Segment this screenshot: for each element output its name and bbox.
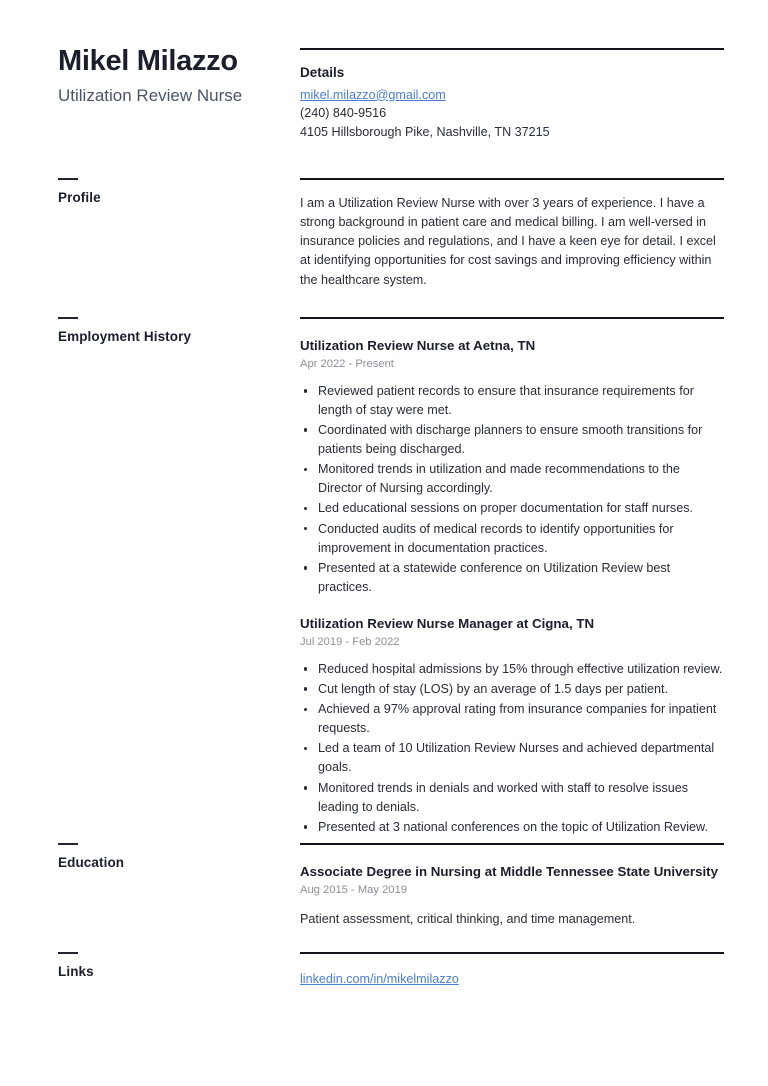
candidate-name: Mikel Milazzo (58, 45, 238, 77)
employment-label: Employment History (58, 329, 192, 344)
list-item: Monitored trends in denials and worked with staff to resolve issues leading to denials. (300, 779, 724, 817)
links-section (300, 952, 724, 989)
employment-section (300, 317, 724, 838)
address-text: 4105 Hillsborough Pike, Nashville, TN 37215 (300, 125, 550, 140)
education-entry (300, 863, 724, 929)
entry-title: Utilization Review Nurse at Aetna, TN (300, 338, 536, 353)
list-item: Cut length of stay (LOS) by an average of 1.5 days per patient. (300, 680, 724, 699)
label-dash (58, 178, 78, 180)
entry-description: Patient assessment, critical thinking, and time management. (300, 911, 636, 926)
education-section (300, 843, 724, 929)
section-divider (300, 178, 724, 180)
section-divider (300, 317, 724, 319)
sidebar-label-employment (58, 317, 283, 345)
list-item: Reduced hospital admissions by 15% through effective utilization review. (300, 660, 724, 679)
label-dash (58, 952, 78, 954)
phone-text: (240) 840-9516 (300, 106, 387, 121)
list-item: Led a team of 10 Utilization Review Nurses and achieved departmental goals. (300, 739, 724, 777)
education-label: Education (58, 855, 125, 870)
list-item: Presented at 3 national conferences on the topic of Utilization Review. (300, 818, 724, 837)
profile-label: Profile (58, 190, 101, 205)
entry-date: Jul 2019 - Feb 2022 (300, 636, 400, 649)
links-label: Links (58, 964, 94, 979)
details-heading: Details (300, 65, 345, 80)
list-item: Reviewed patient records to ensure that insurance requirements for length of stay were met. (300, 382, 724, 420)
entry-bullets (300, 660, 724, 837)
label-dash (58, 843, 78, 845)
list-item: Coordinated with discharge planners to ensure smooth transitions for patients being discharged. (300, 421, 724, 459)
list-item: Monitored trends in utilization and made recommendations to the Director of Nursing accordingly. (300, 460, 724, 498)
list-item: Led educational sessions on proper documentation for staff nurses. (300, 499, 724, 518)
section-divider (300, 952, 724, 954)
list-item: Conducted audits of medical records to identify opportunities for improvement in documentation practices. (300, 520, 724, 558)
linkedin-link[interactable]: linkedin.com/in/mikelmilazzo (300, 972, 459, 986)
section-divider (300, 843, 724, 845)
employment-entry (300, 337, 724, 597)
profile-section (300, 178, 724, 290)
entry-date: Aug 2015 - May 2019 (300, 883, 407, 896)
sidebar-label-profile (58, 178, 283, 206)
entry-title: Utilization Review Nurse Manager at Cigna, TN (300, 616, 595, 632)
list-item: Achieved a 97% approval rating from insurance companies for inpatient requests. (300, 700, 724, 738)
sidebar-label-links (58, 952, 283, 980)
email-link[interactable]: mikel.milazzo@gmail.com (300, 87, 446, 102)
candidate-job-title: Utilization Review Nurse (58, 86, 243, 106)
entry-title: Associate Degree in Nursing at Middle Tennessee State University (300, 864, 719, 879)
resume-header (58, 45, 283, 108)
entry-date: Apr 2022 - Present (300, 357, 394, 370)
section-divider (300, 48, 724, 50)
details-section (300, 48, 724, 142)
profile-text: I am a Utilization Review Nurse with over 3 years of experience. I have a strong background in patient care and medical billing. I am well-versed in insurance policies and regulations, and I have a keen eye for detail. I excel at identifying opportunities for cost savings and improving efficiency within the healthcare system. (300, 196, 716, 287)
label-dash (58, 317, 78, 319)
sidebar-label-education (58, 843, 283, 871)
entry-bullets (300, 382, 724, 598)
list-item: Presented at a statewide conference on Utilization Review best practices. (300, 559, 724, 597)
employment-entry (300, 615, 724, 837)
